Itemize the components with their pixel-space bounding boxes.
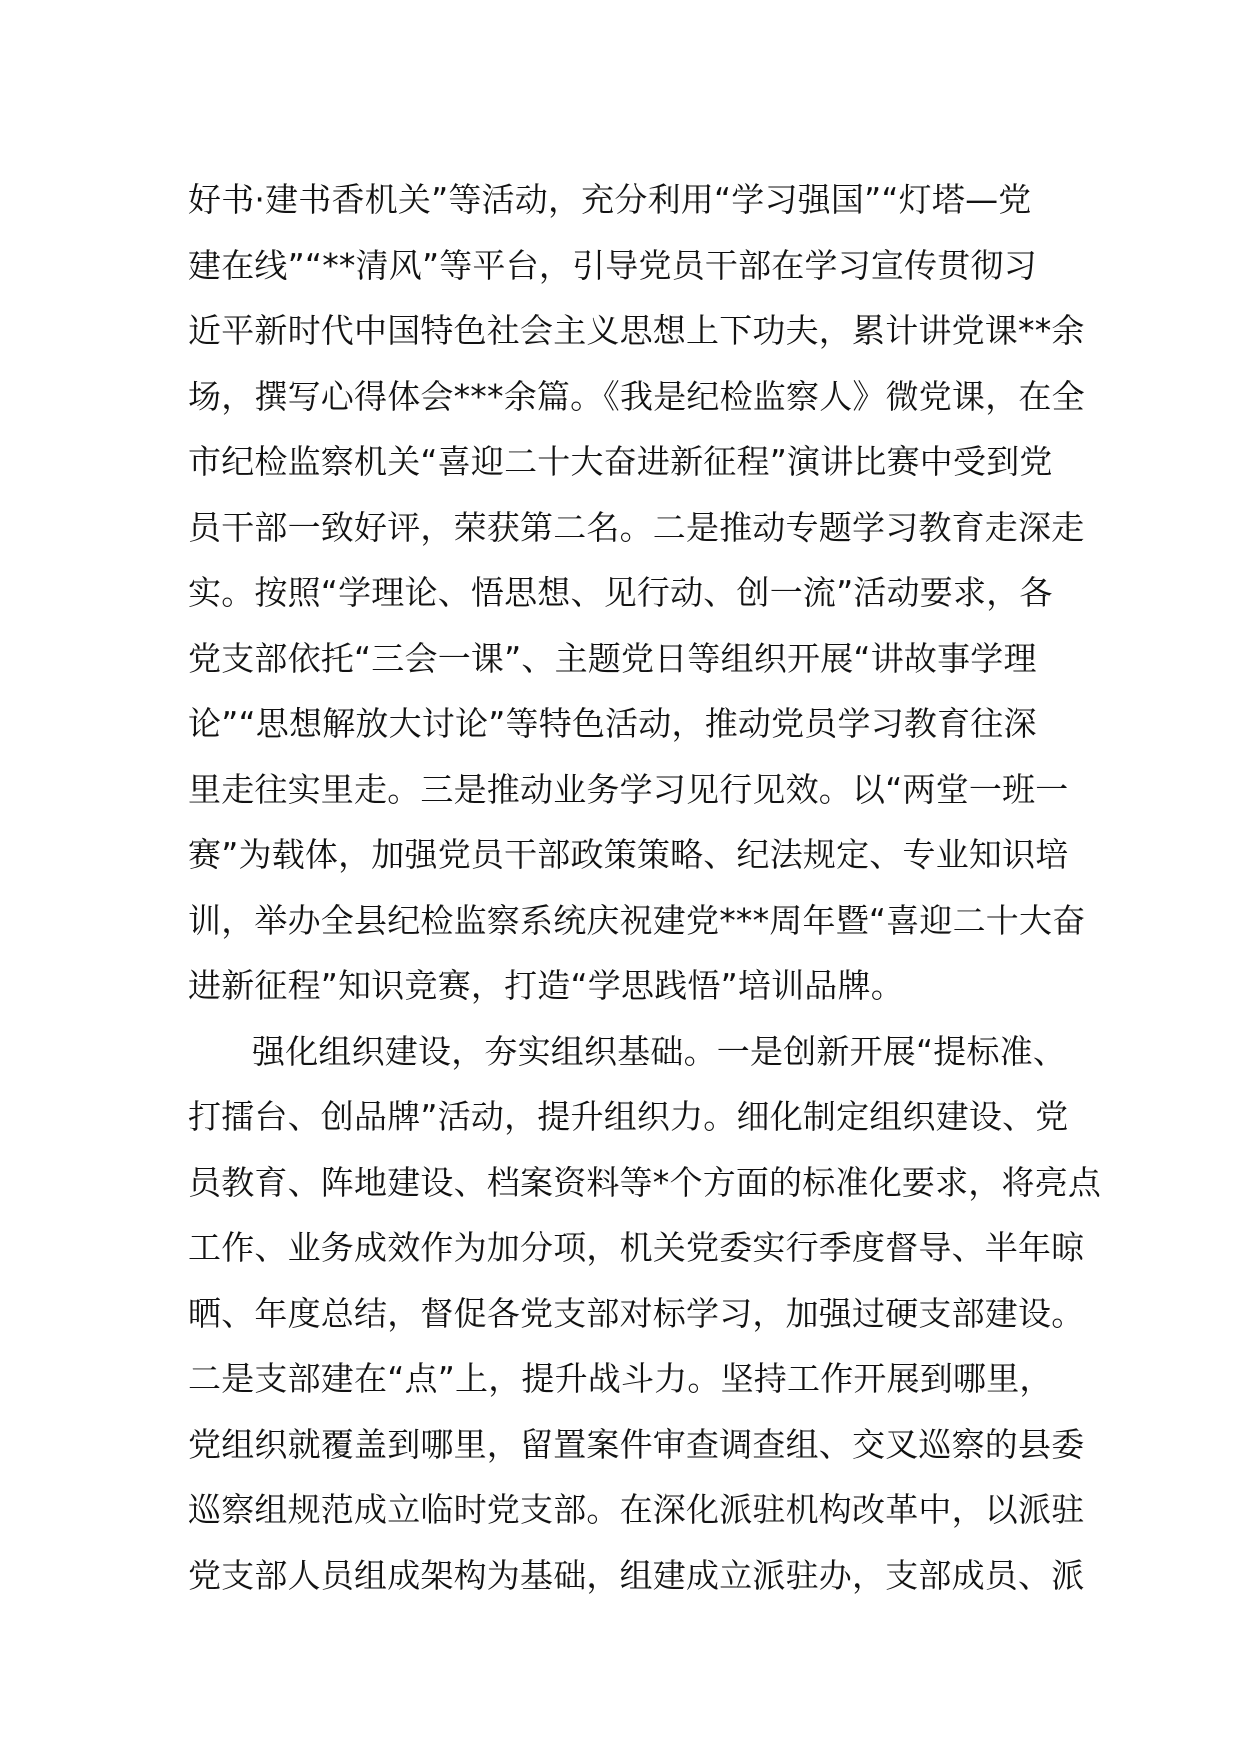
- text-line: 晒、年度总结，督促各党支部对标学习，加强过硬支部建设。: [188, 1293, 1085, 1333]
- text-line: 党组织就覆盖到哪里，留置案件审查调查组、交叉巡察的县委: [188, 1424, 1085, 1464]
- text-line: 打擂台、创品牌”活动，提升组织力。细化制定组织建设、党: [188, 1097, 1069, 1136]
- body-text: [188, 167, 1102, 1608]
- text-line: 实。按照“学理论、悟思想、见行动、创一流”活动要求，各: [188, 573, 1053, 612]
- text-line: 二是支部建在“点”上，提升战斗力。坚持工作开展到哪里，: [188, 1359, 1053, 1398]
- text-line: 赛”为载体，加强党员干部政策策略、纪法规定、专业知识培: [188, 835, 1069, 874]
- text-line: 工作、业务成效作为加分项，机关党委实行季度督导、半年晾: [188, 1228, 1085, 1267]
- text-line: 进新征程”知识竞赛，打造“学思践悟”培训品牌。: [188, 966, 904, 1005]
- text-line: 近平新时代中国特色社会主义思想上下功夫，累计讲党课**余: [188, 311, 1085, 350]
- text-line: 员干部一致好评，荣获第二名。二是推动专题学习教育走深走: [188, 507, 1085, 547]
- paragraph-first-line: 强化组织建设，夯实组织基础。一是创新开展“提标准、: [252, 1031, 1067, 1071]
- text-line: 党支部人员组成架构为基础，组建成立派驻办，支部成员、派: [188, 1555, 1085, 1595]
- text-line: 里走往实里走。三是推动业务学习见行见效。以“两堂一班一: [188, 769, 1069, 809]
- text-line: 训，举办全县纪检监察系统庆祝建党***周年暨“喜迎二十大奋: [188, 900, 1086, 940]
- text-line: 市纪检监察机关“喜迎二十大奋进新征程”演讲比赛中受到党: [188, 442, 1053, 481]
- text-line: 场，撰写心得体会***余篇。《我是纪检监察人》微党课，在全: [188, 376, 1085, 416]
- text-line: 巡察组规范成立临时党支部。在深化派驻机构改革中，以派驻: [188, 1490, 1085, 1529]
- text-line: 员教育、阵地建设、档案资料等*个方面的标准化要求，将亮点: [188, 1162, 1102, 1202]
- text-line: 建在线”“**清风”等平台，引导党员干部在学习宣传贯彻习: [188, 245, 1037, 285]
- text-line: 论”“思想解放大讨论”等特色活动，推动党员学习教育往深: [188, 704, 1037, 743]
- text-line: 好书·建书香机关”等活动，充分利用“学习强国”“灯塔—党: [188, 180, 1032, 219]
- text-line: 党支部依托“三会一课”、主题党日等组织开展“讲故事学理: [188, 638, 1037, 678]
